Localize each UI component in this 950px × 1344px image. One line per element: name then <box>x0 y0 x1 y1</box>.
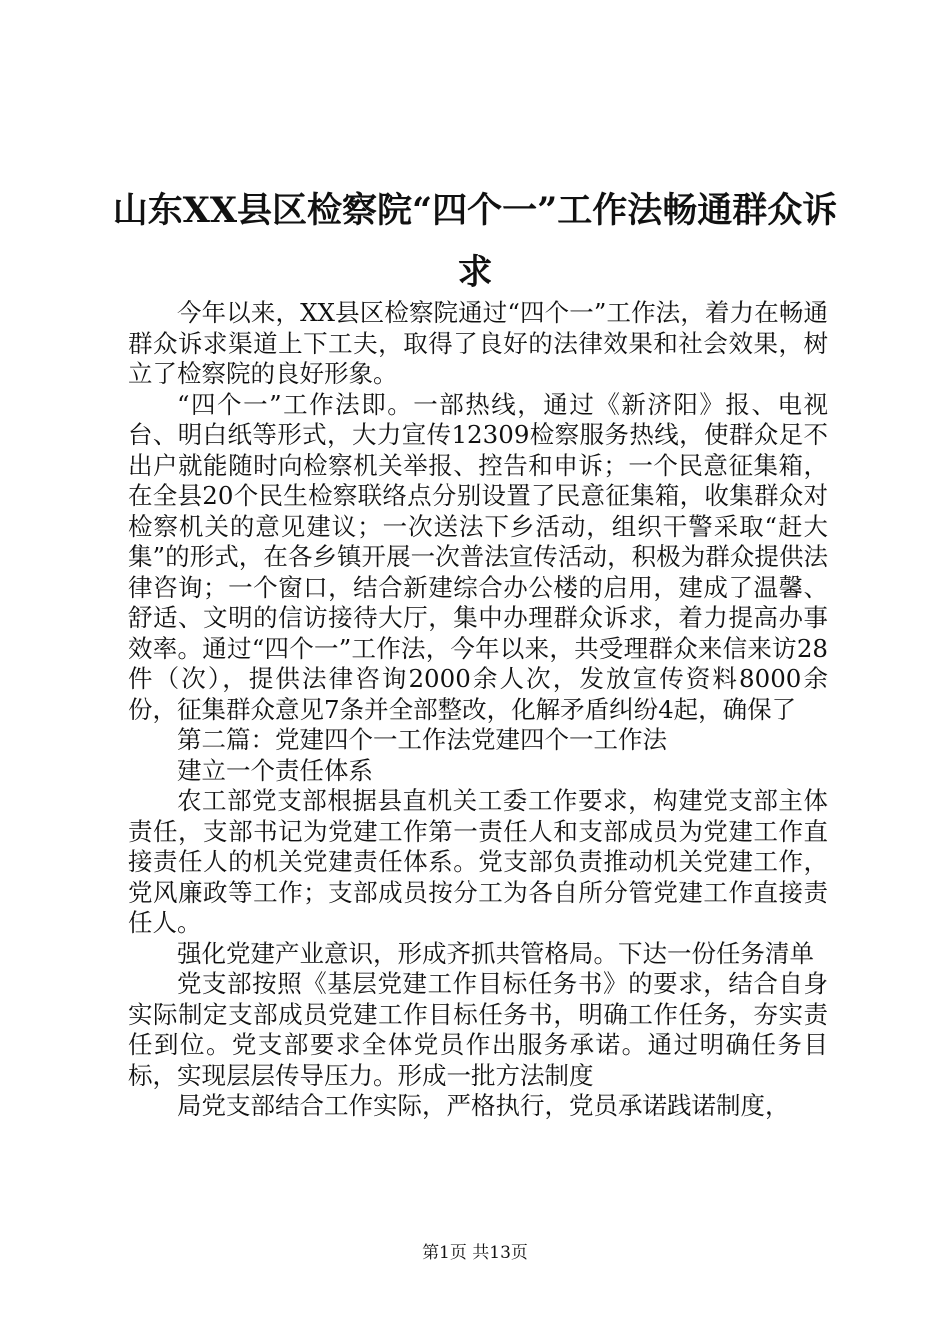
paragraph: 党支部按照《基层党建工作目标任务书》的要求，结合自身实际制定支部成员党建工作目标任务书，明确工作任务，夯实责任到位。党支部要求全体党员作出服务承诺。通过明确任务目标，实现层层传导压力。形成一批方法制度 <box>128 969 828 1090</box>
paragraph: “四个一”工作法即。一部热线，通过《新济阳》报、电视台、明白纸等形式，大力宣传12309检察服务热线，使群众足不出户就能随时向检察机关举报、控告和申诉；一个民意征集箱，在全县20个民生检察联络点分别设置了民意征集箱，收集群众对检察机关的意见建议；一次送法下乡活动，组织干警采取“赶大集”的形式，在各乡镇开展一次普法宣传活动，积极为群众提供法律咨询；一个窗口，结合新建综合办公楼的启用，建成了温馨、舒适、文明的信访接待大厅，集中办理群众诉求，着力提高办事效率。通过“四个一”工作法，今年以来，共受理群众来信来访28件（次），提供法律咨询2000余人次，发放宣传资料8000余份，征集群众意见7条并全部整改，化解矛盾纠纷4起，确保了 <box>128 389 828 724</box>
document-body <box>128 298 828 1122</box>
page-number-footer: 第1页 共13页 <box>422 1243 528 1263</box>
paragraph: 局党支部结合工作实际，严格执行，党员承诺践诺制度， <box>177 1091 790 1120</box>
paragraph: 农工部党支部根据县直机关工委工作要求，构建党支部主体责任，支部书记为党建工作第一责任人和支部成员为党建工作直接责任人的机关党建责任体系。党支部负责推动机关党建工作，党风廉政等工作；支部成员按分工为各自所分管党建工作直接责任人。 <box>128 786 828 937</box>
paragraph: 强化党建产业意识，形成齐抓共管格局。下达一份任务清单 <box>177 938 814 968</box>
paragraph: 今年以来，XX县区检察院通过“四个一”工作法，着力在畅通群众诉求渠道上下工夫，取得了良好的法律效果和社会效果，树立了检察院的良好形象。 <box>128 298 828 388</box>
subheading: 建立一个责任体系 <box>177 755 373 785</box>
section-heading: 第二篇：党建四个一工作法党建四个一工作法 <box>177 725 667 754</box>
document-title: 山东XX县区检察院“四个一”工作法畅通群众诉求 <box>112 190 838 293</box>
